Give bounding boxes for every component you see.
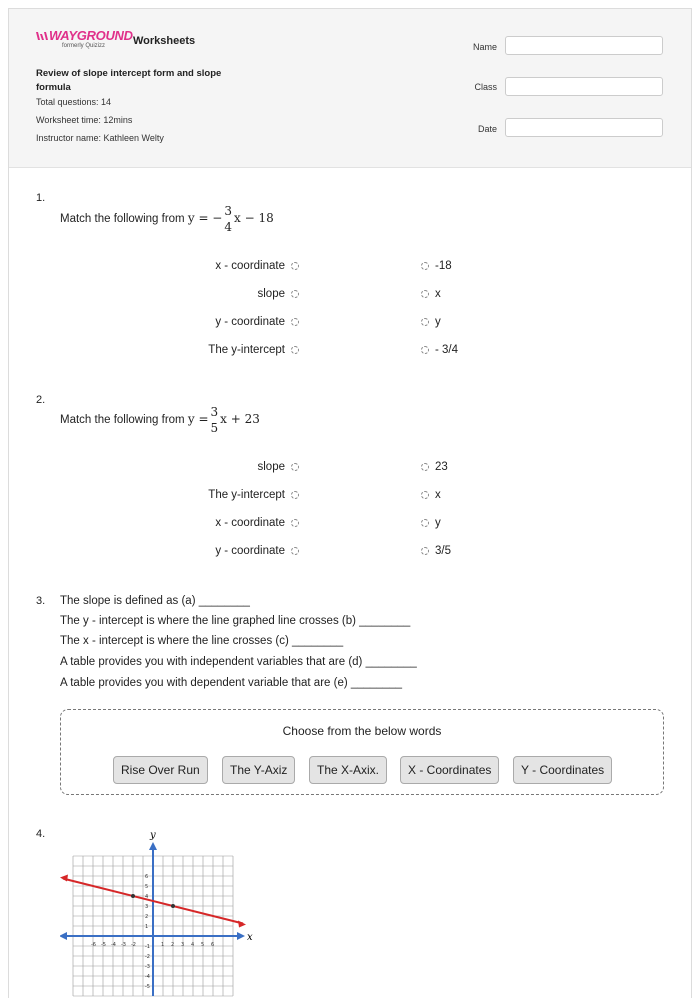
word-bank <box>60 709 664 795</box>
q2-left-item[interactable]: y - coordinate <box>105 545 305 557</box>
worksheet-title: Review of slope intercept form and slope formula <box>36 68 222 93</box>
match-dot-icon[interactable] <box>291 262 299 270</box>
q1-left-item[interactable]: slope <box>105 288 305 300</box>
q3-line-b: The y - intercept is where the line graphed line crosses (b) ________ <box>60 615 411 627</box>
match-dot-icon[interactable] <box>421 262 429 270</box>
line-point <box>131 894 135 898</box>
q1-number: 1. <box>36 192 46 204</box>
q2-eq-lhs: y = <box>187 412 209 427</box>
q1-right-item[interactable]: - 3/4 <box>415 344 458 356</box>
q2-right-item[interactable]: x <box>415 489 441 501</box>
q1-prompt <box>60 203 274 235</box>
word-chip-x-axix[interactable]: The X-Axix. <box>309 756 387 784</box>
line-arrow-icon <box>238 921 246 928</box>
x-axis-label: x <box>247 932 253 943</box>
name-label: Name <box>472 42 497 52</box>
x-tick-label: -5 <box>101 942 106 948</box>
logo-text: WAYGROUND <box>49 28 133 43</box>
worksheet-page <box>8 8 692 998</box>
word-bank-title: Choose from the below words <box>282 724 442 738</box>
y-tick-label: 3 <box>145 904 149 910</box>
logo-subtext: formerly Quizizz <box>62 43 106 49</box>
x-tick-label: -2 <box>131 942 136 948</box>
logo-bars-icon <box>35 31 49 41</box>
y-tick-label: -4 <box>145 974 150 980</box>
match-dot-icon[interactable] <box>421 491 429 499</box>
x-axis-arrow-icon <box>237 932 245 940</box>
class-field[interactable] <box>505 77 663 96</box>
y-tick-label: -3 <box>145 964 150 970</box>
line-point <box>171 904 175 908</box>
wayground-logo <box>35 27 133 49</box>
x-tick-label: 6 <box>211 942 215 948</box>
q2-right-item[interactable]: 23 <box>415 461 448 473</box>
q3-line-e: A table provides you with dependent variable that are (e) ________ <box>60 677 403 689</box>
match-dot-icon[interactable] <box>421 318 429 326</box>
match-dot-icon[interactable] <box>421 463 429 471</box>
q2-fraction <box>211 404 219 436</box>
q1-right-item[interactable]: -18 <box>415 260 452 272</box>
match-dot-icon[interactable] <box>291 519 299 527</box>
q1-left-item[interactable]: The y-intercept <box>105 344 305 356</box>
x-tick-label: 2 <box>171 942 175 948</box>
x-tick-label: 1 <box>161 942 165 948</box>
date-field[interactable] <box>505 118 663 137</box>
q2-right-item[interactable]: 3/5 <box>415 545 451 557</box>
word-chip-rise-over-run[interactable]: Rise Over Run <box>113 756 208 784</box>
match-dot-icon[interactable] <box>291 346 299 354</box>
y-tick-label: -2 <box>145 954 150 960</box>
q1-fraction <box>224 203 232 235</box>
q2-left-item[interactable]: x - coordinate <box>105 517 305 529</box>
y-tick-label: 1 <box>145 924 149 930</box>
q1-eq-lhs: y = − <box>187 211 223 226</box>
y-tick-label: 2 <box>145 914 149 920</box>
x-axis-arrow-icon <box>60 932 67 940</box>
y-tick-label: 6 <box>145 874 149 880</box>
app-title: Worksheets <box>133 35 196 47</box>
y-tick-label: -1 <box>145 944 150 950</box>
match-dot-icon[interactable] <box>291 290 299 298</box>
q3-number: 3. <box>36 595 46 607</box>
q1-left-item[interactable]: x - coordinate <box>105 260 305 272</box>
word-chip-y-coordinates[interactable]: Y - Coordinates <box>513 756 612 784</box>
q4-graph <box>60 829 260 1004</box>
match-dot-icon[interactable] <box>421 547 429 555</box>
q2-eq-rhs: x + 23 <box>220 412 260 427</box>
match-dot-icon[interactable] <box>291 491 299 499</box>
q1-eq-rhs: x − 18 <box>234 211 274 226</box>
word-chip-x-coordinates[interactable]: X - Coordinates <box>400 756 499 784</box>
coordinate-grid <box>60 829 260 999</box>
y-tick-label: 5 <box>145 884 149 890</box>
line-arrow-icon <box>60 875 68 882</box>
worksheet-header <box>9 9 691 168</box>
q2-prompt <box>60 404 260 436</box>
x-tick-label: -6 <box>91 942 96 948</box>
q2-prompt-text: Match the following from <box>60 414 188 427</box>
y-axis-arrow-icon <box>149 842 157 850</box>
x-tick-label: -3 <box>121 942 126 948</box>
q1-right-item[interactable]: y <box>415 316 441 328</box>
q1-right-item[interactable]: x <box>415 288 441 300</box>
q3-line-c: The x - intercept is where the line crosses (c) ________ <box>60 635 344 647</box>
y-tick-label: 4 <box>145 894 149 900</box>
match-dot-icon[interactable] <box>421 346 429 354</box>
name-field[interactable] <box>505 36 663 55</box>
worksheet-time: Worksheet time: 12mins <box>36 115 133 125</box>
q2-left-item[interactable]: slope <box>105 461 305 473</box>
instructor-name: Instructor name: Kathleen Welty <box>36 133 164 143</box>
match-dot-icon[interactable] <box>421 519 429 527</box>
q2-left-item[interactable]: The y-intercept <box>105 489 305 501</box>
x-tick-label: 3 <box>181 942 185 948</box>
x-tick-label: 4 <box>191 942 195 948</box>
q1-frac-num: 3 <box>224 204 233 218</box>
total-questions: Total questions: 14 <box>36 97 112 107</box>
q2-right-item[interactable]: y <box>415 517 441 529</box>
class-label: Class <box>474 82 497 92</box>
q1-frac-den: 4 <box>224 220 233 234</box>
y-tick-label: -5 <box>145 984 150 990</box>
q1-left-item[interactable]: y - coordinate <box>105 316 305 328</box>
x-tick-label: 5 <box>201 942 205 948</box>
match-dot-icon[interactable] <box>291 547 299 555</box>
match-dot-icon[interactable] <box>291 318 299 326</box>
q1-prompt-text: Match the following from <box>60 213 188 226</box>
q2-frac-num: 3 <box>210 405 219 419</box>
q2-number: 2. <box>36 394 46 406</box>
x-tick-label: -4 <box>111 942 116 948</box>
match-dot-icon[interactable] <box>421 290 429 298</box>
match-dot-icon[interactable] <box>291 463 299 471</box>
word-chip-y-axiz[interactable]: The Y-Axiz <box>222 756 295 784</box>
q4-number: 4. <box>36 828 46 840</box>
y-axis-label: y <box>150 830 156 841</box>
q3-line-d: A table provides you with independent variables that are (d) ________ <box>60 656 417 668</box>
q2-frac-den: 5 <box>210 421 219 435</box>
q3-line-a: The slope is defined as (a) ________ <box>60 595 250 607</box>
date-label: Date <box>477 124 497 134</box>
